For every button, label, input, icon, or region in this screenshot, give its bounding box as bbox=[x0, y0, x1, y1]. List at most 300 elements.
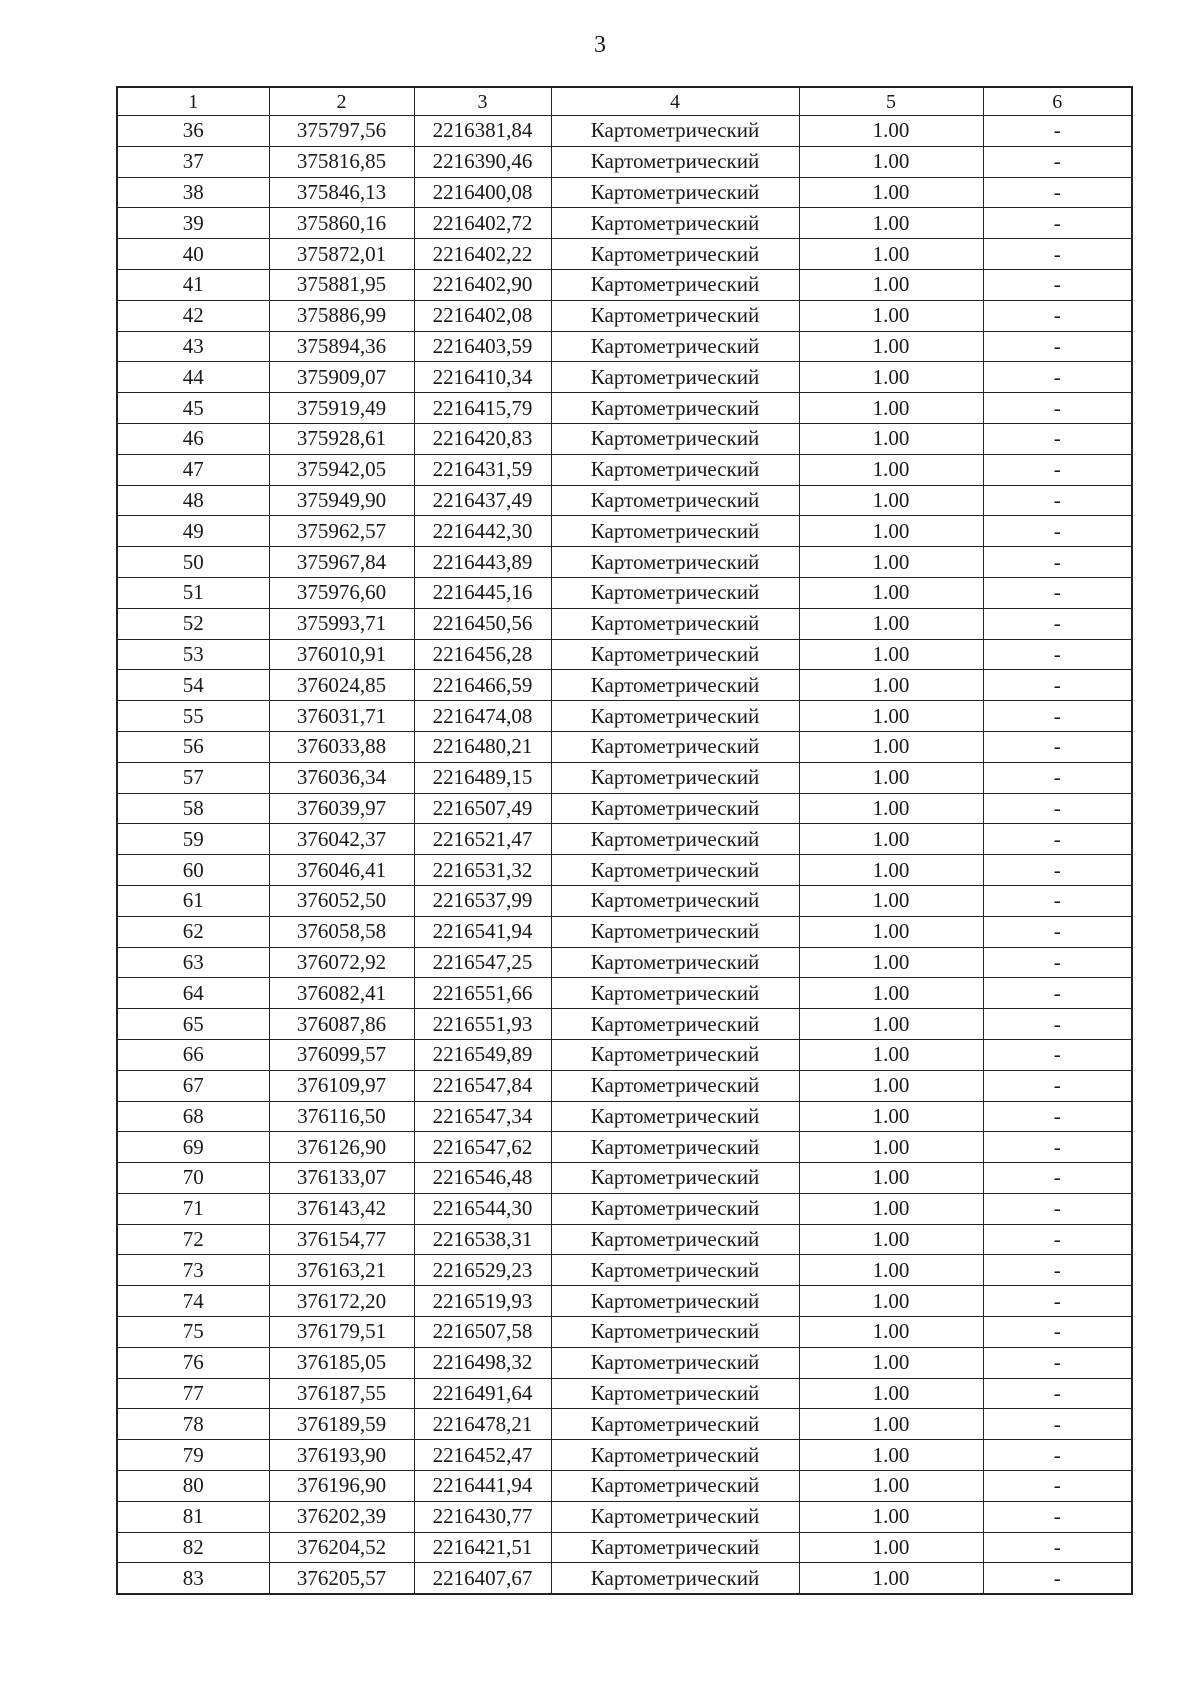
description-cell: - bbox=[983, 1378, 1132, 1409]
point-number-cell: 74 bbox=[117, 1286, 269, 1317]
method-cell: Картометрический bbox=[551, 393, 799, 424]
method-cell: Картометрический bbox=[551, 639, 799, 670]
y-coordinate-cell: 2216498,32 bbox=[414, 1347, 551, 1378]
description-cell: - bbox=[983, 208, 1132, 239]
y-coordinate-cell: 2216430,77 bbox=[414, 1501, 551, 1532]
x-coordinate-cell: 375894,36 bbox=[269, 331, 414, 362]
table-row bbox=[117, 1132, 1132, 1163]
method-cell: Картометрический bbox=[551, 547, 799, 578]
method-cell: Картометрический bbox=[551, 516, 799, 547]
y-coordinate-cell: 2216551,66 bbox=[414, 978, 551, 1009]
y-coordinate-cell: 2216551,93 bbox=[414, 1009, 551, 1040]
accuracy-cell: 1.00 bbox=[799, 639, 983, 670]
point-number-cell: 56 bbox=[117, 731, 269, 762]
method-cell: Картометрический bbox=[551, 947, 799, 978]
x-coordinate-cell: 375881,95 bbox=[269, 269, 414, 300]
point-number-cell: 40 bbox=[117, 239, 269, 270]
point-number-cell: 70 bbox=[117, 1163, 269, 1194]
x-coordinate-cell: 376187,55 bbox=[269, 1378, 414, 1409]
x-coordinate-cell: 376087,86 bbox=[269, 1009, 414, 1040]
y-coordinate-cell: 2216402,22 bbox=[414, 239, 551, 270]
accuracy-cell: 1.00 bbox=[799, 978, 983, 1009]
x-coordinate-cell: 375993,71 bbox=[269, 608, 414, 639]
x-coordinate-cell: 376205,57 bbox=[269, 1563, 414, 1594]
method-cell: Картометрический bbox=[551, 1009, 799, 1040]
description-cell: - bbox=[983, 1255, 1132, 1286]
description-cell: - bbox=[983, 1532, 1132, 1563]
y-coordinate-cell: 2216478,21 bbox=[414, 1409, 551, 1440]
x-coordinate-cell: 375872,01 bbox=[269, 239, 414, 270]
accuracy-cell: 1.00 bbox=[799, 1009, 983, 1040]
description-cell: - bbox=[983, 1101, 1132, 1132]
method-cell: Картометрический bbox=[551, 1378, 799, 1409]
table-row bbox=[117, 239, 1132, 270]
x-coordinate-cell: 375919,49 bbox=[269, 393, 414, 424]
description-cell: - bbox=[983, 1501, 1132, 1532]
point-number-cell: 50 bbox=[117, 547, 269, 578]
column-header: 2 bbox=[269, 87, 414, 116]
accuracy-cell: 1.00 bbox=[799, 1255, 983, 1286]
method-cell: Картометрический bbox=[551, 701, 799, 732]
x-coordinate-cell: 375816,85 bbox=[269, 146, 414, 177]
method-cell: Картометрический bbox=[551, 362, 799, 393]
method-cell: Картометрический bbox=[551, 577, 799, 608]
table-row bbox=[117, 639, 1132, 670]
point-number-cell: 69 bbox=[117, 1132, 269, 1163]
page-number: 3 bbox=[594, 32, 606, 58]
method-cell: Картометрический bbox=[551, 269, 799, 300]
accuracy-cell: 1.00 bbox=[799, 608, 983, 639]
accuracy-cell: 1.00 bbox=[799, 1101, 983, 1132]
table-row bbox=[117, 362, 1132, 393]
y-coordinate-cell: 2216547,34 bbox=[414, 1101, 551, 1132]
accuracy-cell: 1.00 bbox=[799, 670, 983, 701]
method-cell: Картометрический bbox=[551, 916, 799, 947]
table-row bbox=[117, 300, 1132, 331]
y-coordinate-cell: 2216474,08 bbox=[414, 701, 551, 732]
method-cell: Картометрический bbox=[551, 423, 799, 454]
point-number-cell: 64 bbox=[117, 978, 269, 1009]
method-cell: Картометрический bbox=[551, 1163, 799, 1194]
point-number-cell: 65 bbox=[117, 1009, 269, 1040]
description-cell: - bbox=[983, 1039, 1132, 1070]
point-number-cell: 46 bbox=[117, 423, 269, 454]
table-row bbox=[117, 608, 1132, 639]
accuracy-cell: 1.00 bbox=[799, 793, 983, 824]
y-coordinate-cell: 2216519,93 bbox=[414, 1286, 551, 1317]
point-number-cell: 57 bbox=[117, 762, 269, 793]
y-coordinate-cell: 2216546,48 bbox=[414, 1163, 551, 1194]
table-row bbox=[117, 1501, 1132, 1532]
method-cell: Картометрический bbox=[551, 1286, 799, 1317]
x-coordinate-cell: 375909,07 bbox=[269, 362, 414, 393]
table-row bbox=[117, 547, 1132, 578]
description-cell: - bbox=[983, 454, 1132, 485]
accuracy-cell: 1.00 bbox=[799, 762, 983, 793]
point-number-cell: 41 bbox=[117, 269, 269, 300]
method-cell: Картометрический bbox=[551, 793, 799, 824]
y-coordinate-cell: 2216441,94 bbox=[414, 1471, 551, 1502]
description-cell: - bbox=[983, 331, 1132, 362]
method-cell: Картометрический bbox=[551, 731, 799, 762]
x-coordinate-cell: 376163,21 bbox=[269, 1255, 414, 1286]
point-number-cell: 36 bbox=[117, 116, 269, 147]
accuracy-cell: 1.00 bbox=[799, 1070, 983, 1101]
description-cell: - bbox=[983, 1409, 1132, 1440]
y-coordinate-cell: 2216547,25 bbox=[414, 947, 551, 978]
point-number-cell: 53 bbox=[117, 639, 269, 670]
description-cell: - bbox=[983, 701, 1132, 732]
y-coordinate-cell: 2216480,21 bbox=[414, 731, 551, 762]
y-coordinate-cell: 2216390,46 bbox=[414, 146, 551, 177]
accuracy-cell: 1.00 bbox=[799, 824, 983, 855]
y-coordinate-cell: 2216507,58 bbox=[414, 1317, 551, 1348]
point-number-cell: 77 bbox=[117, 1378, 269, 1409]
method-cell: Картометрический bbox=[551, 608, 799, 639]
y-coordinate-cell: 2216466,59 bbox=[414, 670, 551, 701]
accuracy-cell: 1.00 bbox=[799, 331, 983, 362]
method-cell: Картометрический bbox=[551, 331, 799, 362]
y-coordinate-cell: 2216402,90 bbox=[414, 269, 551, 300]
y-coordinate-cell: 2216420,83 bbox=[414, 423, 551, 454]
table-header-row bbox=[117, 87, 1132, 116]
point-number-cell: 61 bbox=[117, 885, 269, 916]
y-coordinate-cell: 2216421,51 bbox=[414, 1532, 551, 1563]
description-cell: - bbox=[983, 1193, 1132, 1224]
point-number-cell: 62 bbox=[117, 916, 269, 947]
description-cell: - bbox=[983, 916, 1132, 947]
table-row bbox=[117, 116, 1132, 147]
point-number-cell: 43 bbox=[117, 331, 269, 362]
x-coordinate-cell: 376058,58 bbox=[269, 916, 414, 947]
point-number-cell: 55 bbox=[117, 701, 269, 732]
x-coordinate-cell: 376189,59 bbox=[269, 1409, 414, 1440]
x-coordinate-cell: 376172,20 bbox=[269, 1286, 414, 1317]
y-coordinate-cell: 2216402,08 bbox=[414, 300, 551, 331]
method-cell: Картометрический bbox=[551, 824, 799, 855]
column-header: 4 bbox=[551, 87, 799, 116]
y-coordinate-cell: 2216549,89 bbox=[414, 1039, 551, 1070]
table-row bbox=[117, 1563, 1132, 1594]
coordinates-table bbox=[116, 86, 1133, 1595]
point-number-cell: 48 bbox=[117, 485, 269, 516]
accuracy-cell: 1.00 bbox=[799, 1501, 983, 1532]
description-cell: - bbox=[983, 947, 1132, 978]
accuracy-cell: 1.00 bbox=[799, 1163, 983, 1194]
table-row bbox=[117, 731, 1132, 762]
description-cell: - bbox=[983, 608, 1132, 639]
x-coordinate-cell: 376202,39 bbox=[269, 1501, 414, 1532]
accuracy-cell: 1.00 bbox=[799, 1347, 983, 1378]
method-cell: Картометрический bbox=[551, 485, 799, 516]
y-coordinate-cell: 2216531,32 bbox=[414, 855, 551, 886]
x-coordinate-cell: 376185,05 bbox=[269, 1347, 414, 1378]
description-cell: - bbox=[983, 393, 1132, 424]
point-number-cell: 82 bbox=[117, 1532, 269, 1563]
table-row bbox=[117, 1255, 1132, 1286]
table-row bbox=[117, 1471, 1132, 1502]
x-coordinate-cell: 376046,41 bbox=[269, 855, 414, 886]
x-coordinate-cell: 376099,57 bbox=[269, 1039, 414, 1070]
y-coordinate-cell: 2216443,89 bbox=[414, 547, 551, 578]
description-cell: - bbox=[983, 670, 1132, 701]
point-number-cell: 83 bbox=[117, 1563, 269, 1594]
description-cell: - bbox=[983, 855, 1132, 886]
y-coordinate-cell: 2216507,49 bbox=[414, 793, 551, 824]
x-coordinate-cell: 375797,56 bbox=[269, 116, 414, 147]
y-coordinate-cell: 2216544,30 bbox=[414, 1193, 551, 1224]
method-cell: Картометрический bbox=[551, 978, 799, 1009]
table-row bbox=[117, 1070, 1132, 1101]
point-number-cell: 42 bbox=[117, 300, 269, 331]
y-coordinate-cell: 2216452,47 bbox=[414, 1440, 551, 1471]
table-row bbox=[117, 1532, 1132, 1563]
description-cell: - bbox=[983, 116, 1132, 147]
y-coordinate-cell: 2216547,84 bbox=[414, 1070, 551, 1101]
x-coordinate-cell: 376052,50 bbox=[269, 885, 414, 916]
description-cell: - bbox=[983, 1317, 1132, 1348]
description-cell: - bbox=[983, 1132, 1132, 1163]
point-number-cell: 45 bbox=[117, 393, 269, 424]
point-number-cell: 51 bbox=[117, 577, 269, 608]
x-coordinate-cell: 375962,57 bbox=[269, 516, 414, 547]
y-coordinate-cell: 2216547,62 bbox=[414, 1132, 551, 1163]
description-cell: - bbox=[983, 1347, 1132, 1378]
accuracy-cell: 1.00 bbox=[799, 239, 983, 270]
accuracy-cell: 1.00 bbox=[799, 146, 983, 177]
x-coordinate-cell: 375928,61 bbox=[269, 423, 414, 454]
x-coordinate-cell: 375886,99 bbox=[269, 300, 414, 331]
description-cell: - bbox=[983, 824, 1132, 855]
table-row bbox=[117, 423, 1132, 454]
accuracy-cell: 1.00 bbox=[799, 1440, 983, 1471]
table-row bbox=[117, 1317, 1132, 1348]
description-cell: - bbox=[983, 423, 1132, 454]
x-coordinate-cell: 376082,41 bbox=[269, 978, 414, 1009]
table-row bbox=[117, 1440, 1132, 1471]
method-cell: Картометрический bbox=[551, 855, 799, 886]
method-cell: Картометрический bbox=[551, 1532, 799, 1563]
y-coordinate-cell: 2216541,94 bbox=[414, 916, 551, 947]
table-row bbox=[117, 1009, 1132, 1040]
accuracy-cell: 1.00 bbox=[799, 423, 983, 454]
method-cell: Картометрический bbox=[551, 762, 799, 793]
table-row bbox=[117, 947, 1132, 978]
point-number-cell: 39 bbox=[117, 208, 269, 239]
x-coordinate-cell: 376042,37 bbox=[269, 824, 414, 855]
table-row bbox=[117, 1224, 1132, 1255]
table-row bbox=[117, 269, 1132, 300]
point-number-cell: 66 bbox=[117, 1039, 269, 1070]
y-coordinate-cell: 2216521,47 bbox=[414, 824, 551, 855]
method-cell: Картометрический bbox=[551, 1224, 799, 1255]
accuracy-cell: 1.00 bbox=[799, 1471, 983, 1502]
accuracy-cell: 1.00 bbox=[799, 208, 983, 239]
description-cell: - bbox=[983, 731, 1132, 762]
method-cell: Картометрический bbox=[551, 146, 799, 177]
point-number-cell: 79 bbox=[117, 1440, 269, 1471]
x-coordinate-cell: 376143,42 bbox=[269, 1193, 414, 1224]
point-number-cell: 76 bbox=[117, 1347, 269, 1378]
accuracy-cell: 1.00 bbox=[799, 1317, 983, 1348]
description-cell: - bbox=[983, 300, 1132, 331]
accuracy-cell: 1.00 bbox=[799, 855, 983, 886]
point-number-cell: 68 bbox=[117, 1101, 269, 1132]
x-coordinate-cell: 376010,91 bbox=[269, 639, 414, 670]
method-cell: Картометрический bbox=[551, 1255, 799, 1286]
point-number-cell: 44 bbox=[117, 362, 269, 393]
table-row bbox=[117, 208, 1132, 239]
method-cell: Картометрический bbox=[551, 1317, 799, 1348]
description-cell: - bbox=[983, 1286, 1132, 1317]
table-row bbox=[117, 1378, 1132, 1409]
accuracy-cell: 1.00 bbox=[799, 1132, 983, 1163]
method-cell: Картометрический bbox=[551, 1440, 799, 1471]
y-coordinate-cell: 2216381,84 bbox=[414, 116, 551, 147]
y-coordinate-cell: 2216450,56 bbox=[414, 608, 551, 639]
y-coordinate-cell: 2216410,34 bbox=[414, 362, 551, 393]
x-coordinate-cell: 376109,97 bbox=[269, 1070, 414, 1101]
table-row bbox=[117, 516, 1132, 547]
x-coordinate-cell: 376126,90 bbox=[269, 1132, 414, 1163]
accuracy-cell: 1.00 bbox=[799, 885, 983, 916]
description-cell: - bbox=[983, 1440, 1132, 1471]
method-cell: Картометрический bbox=[551, 885, 799, 916]
method-cell: Картометрический bbox=[551, 300, 799, 331]
accuracy-cell: 1.00 bbox=[799, 116, 983, 147]
description-cell: - bbox=[983, 639, 1132, 670]
table-row bbox=[117, 793, 1132, 824]
point-number-cell: 63 bbox=[117, 947, 269, 978]
accuracy-cell: 1.00 bbox=[799, 362, 983, 393]
point-number-cell: 37 bbox=[117, 146, 269, 177]
accuracy-cell: 1.00 bbox=[799, 177, 983, 208]
accuracy-cell: 1.00 bbox=[799, 516, 983, 547]
accuracy-cell: 1.00 bbox=[799, 1563, 983, 1594]
accuracy-cell: 1.00 bbox=[799, 547, 983, 578]
table-row bbox=[117, 762, 1132, 793]
x-coordinate-cell: 375967,84 bbox=[269, 547, 414, 578]
accuracy-cell: 1.00 bbox=[799, 300, 983, 331]
accuracy-cell: 1.00 bbox=[799, 1193, 983, 1224]
y-coordinate-cell: 2216445,16 bbox=[414, 577, 551, 608]
x-coordinate-cell: 375976,60 bbox=[269, 577, 414, 608]
description-cell: - bbox=[983, 577, 1132, 608]
method-cell: Картометрический bbox=[551, 1039, 799, 1070]
description-cell: - bbox=[983, 547, 1132, 578]
description-cell: - bbox=[983, 978, 1132, 1009]
table-row bbox=[117, 1163, 1132, 1194]
method-cell: Картометрический bbox=[551, 1471, 799, 1502]
method-cell: Картометрический bbox=[551, 1347, 799, 1378]
description-cell: - bbox=[983, 269, 1132, 300]
method-cell: Картометрический bbox=[551, 1070, 799, 1101]
x-coordinate-cell: 376116,50 bbox=[269, 1101, 414, 1132]
description-cell: - bbox=[983, 362, 1132, 393]
point-number-cell: 52 bbox=[117, 608, 269, 639]
point-number-cell: 49 bbox=[117, 516, 269, 547]
point-number-cell: 75 bbox=[117, 1317, 269, 1348]
point-number-cell: 58 bbox=[117, 793, 269, 824]
table-body bbox=[117, 116, 1132, 1595]
description-cell: - bbox=[983, 516, 1132, 547]
description-cell: - bbox=[983, 762, 1132, 793]
method-cell: Картометрический bbox=[551, 670, 799, 701]
table-row bbox=[117, 146, 1132, 177]
accuracy-cell: 1.00 bbox=[799, 393, 983, 424]
x-coordinate-cell: 375942,05 bbox=[269, 454, 414, 485]
accuracy-cell: 1.00 bbox=[799, 485, 983, 516]
y-coordinate-cell: 2216400,08 bbox=[414, 177, 551, 208]
accuracy-cell: 1.00 bbox=[799, 1039, 983, 1070]
point-number-cell: 81 bbox=[117, 1501, 269, 1532]
description-cell: - bbox=[983, 885, 1132, 916]
table-row bbox=[117, 1409, 1132, 1440]
x-coordinate-cell: 375949,90 bbox=[269, 485, 414, 516]
description-cell: - bbox=[983, 146, 1132, 177]
table-row bbox=[117, 824, 1132, 855]
x-coordinate-cell: 375860,16 bbox=[269, 208, 414, 239]
table-row bbox=[117, 1347, 1132, 1378]
description-cell: - bbox=[983, 1563, 1132, 1594]
x-coordinate-cell: 376133,07 bbox=[269, 1163, 414, 1194]
x-coordinate-cell: 376193,90 bbox=[269, 1440, 414, 1471]
x-coordinate-cell: 376204,52 bbox=[269, 1532, 414, 1563]
point-number-cell: 71 bbox=[117, 1193, 269, 1224]
table-row bbox=[117, 454, 1132, 485]
method-cell: Картометрический bbox=[551, 1101, 799, 1132]
point-number-cell: 67 bbox=[117, 1070, 269, 1101]
y-coordinate-cell: 2216538,31 bbox=[414, 1224, 551, 1255]
accuracy-cell: 1.00 bbox=[799, 1532, 983, 1563]
table-row bbox=[117, 978, 1132, 1009]
column-header: 5 bbox=[799, 87, 983, 116]
method-cell: Картометрический bbox=[551, 116, 799, 147]
method-cell: Картометрический bbox=[551, 177, 799, 208]
x-coordinate-cell: 376024,85 bbox=[269, 670, 414, 701]
description-cell: - bbox=[983, 1224, 1132, 1255]
method-cell: Картометрический bbox=[551, 454, 799, 485]
point-number-cell: 72 bbox=[117, 1224, 269, 1255]
table-row bbox=[117, 577, 1132, 608]
table-row bbox=[117, 855, 1132, 886]
accuracy-cell: 1.00 bbox=[799, 454, 983, 485]
table-row bbox=[117, 701, 1132, 732]
x-coordinate-cell: 376039,97 bbox=[269, 793, 414, 824]
accuracy-cell: 1.00 bbox=[799, 269, 983, 300]
y-coordinate-cell: 2216407,67 bbox=[414, 1563, 551, 1594]
description-cell: - bbox=[983, 1009, 1132, 1040]
table-row bbox=[117, 485, 1132, 516]
table-row bbox=[117, 177, 1132, 208]
table-row bbox=[117, 1101, 1132, 1132]
method-cell: Картометрический bbox=[551, 208, 799, 239]
table-row bbox=[117, 1039, 1132, 1070]
point-number-cell: 38 bbox=[117, 177, 269, 208]
method-cell: Картометрический bbox=[551, 1501, 799, 1532]
x-coordinate-cell: 375846,13 bbox=[269, 177, 414, 208]
column-header: 3 bbox=[414, 87, 551, 116]
table-row bbox=[117, 393, 1132, 424]
table-row bbox=[117, 1286, 1132, 1317]
description-cell: - bbox=[983, 239, 1132, 270]
description-cell: - bbox=[983, 1163, 1132, 1194]
accuracy-cell: 1.00 bbox=[799, 1286, 983, 1317]
y-coordinate-cell: 2216537,99 bbox=[414, 885, 551, 916]
accuracy-cell: 1.00 bbox=[799, 1224, 983, 1255]
point-number-cell: 60 bbox=[117, 855, 269, 886]
point-number-cell: 73 bbox=[117, 1255, 269, 1286]
